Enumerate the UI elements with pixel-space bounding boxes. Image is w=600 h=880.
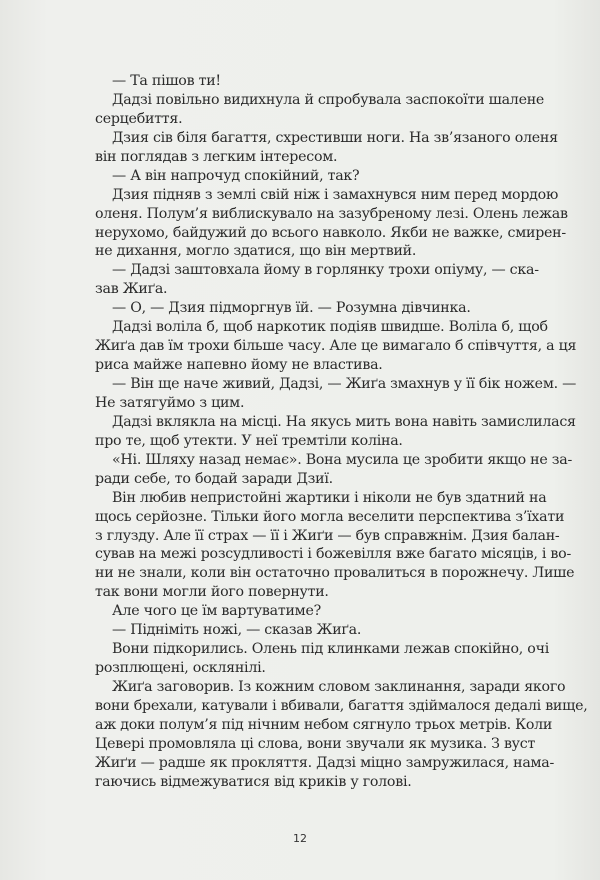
text-line: Не затягуймо з цим. xyxy=(95,394,245,411)
text-line: «Ні. Шляху назад немає». Вона мусила це зробити якщо не за- xyxy=(112,451,572,468)
text-line: він поглядав з легким інтересом. xyxy=(95,148,338,165)
text-line: ради себе, то бодай заради Дзиї. xyxy=(95,470,333,487)
text-line: — А він напрочуд спокійний, так? xyxy=(112,167,360,184)
body-text xyxy=(95,72,588,792)
text-line: не дихання, могло здатися, що він мертвий. xyxy=(95,243,417,260)
text-line: оленя. Полум’я виблискувало на зазубреному лезі. Олень лежав xyxy=(95,205,568,222)
text-line: Він любив непристойні жартики і ніколи не був здатний на xyxy=(112,489,547,506)
text-line: — Та пішов ти! xyxy=(112,73,221,89)
text-line: Жиґа дав їм трохи більше часу. Але це вимагало б співчуття, а ця xyxy=(95,338,577,355)
text-line: Жиґи — радше як прокляття. Дадзі міцно замружилася, нама- xyxy=(95,754,555,771)
text-line: ни не знали, коли він остаточно провалиться в порожнечу. Лише xyxy=(95,565,575,582)
text-line: вони брехали, катували і вбивали, багаття здіймалося дедалі вище, xyxy=(95,697,588,714)
text-line: щось серйозне. Тільки його могла веселити перспектива з’їхати xyxy=(95,508,565,525)
text-line: Дадзі повільно видихнула й спробувала заспокоїти шалене xyxy=(112,91,545,108)
text-line: — О, — Дзия підморгнув їй. — Розумна дівчинка. xyxy=(112,300,471,317)
text-line: Жиґа заговорив. Із кожним словом заклинання, заради якого xyxy=(112,679,566,695)
text-line: сував на межі розсудливості і божевілля вже багато місяців, і во- xyxy=(95,546,572,563)
text-line: так вони могли його повернути. xyxy=(95,584,329,601)
page-number: 12 xyxy=(293,832,307,845)
text-line: розплющені, осклянілі. xyxy=(95,660,266,677)
text-line: про те, щоб утекти. У неї тремтіли коліна. xyxy=(95,432,403,449)
text-line: Дзия підняв з землі свій ніж і замахнувся ним перед мордою xyxy=(112,186,559,203)
text-line: Але чого це їм вартуватиме? xyxy=(112,603,321,620)
text-line: Цевері промовляла ці слова, вони звучали як музика. З вуст xyxy=(95,735,536,752)
text-line: з глузду. Але її страх — її і Жиґи — був справжнім. Дзия балан- xyxy=(95,527,560,544)
text-line: риса майже напевно йому не властива. xyxy=(95,357,383,374)
text-line: — Дадзі заштовхала йому в горлянку трохи опіуму, — ска- xyxy=(112,262,539,279)
text-line: гаючись відмежуватися від криків у голові. xyxy=(95,773,412,790)
text-line: зав Жиґа. xyxy=(95,281,168,298)
text-line: серцебиття. xyxy=(95,110,183,127)
text-line: аж доки полум’я під нічним небом сягнуло трьох метрів. Коли xyxy=(95,716,553,733)
text-line: Дадзі воліла б, щоб наркотик подіяв швидше. Воліла б, щоб xyxy=(112,319,548,336)
text-line: нерухомо, байдужий до всього навколо. Якби не важке, смирен- xyxy=(95,224,566,241)
text-line: Дзия сів біля багаття, схрестивши ноги. На зв’язаного оленя xyxy=(112,129,558,146)
text-line: Дадзі вклякла на місці. На якусь мить вона навіть замислилася xyxy=(112,413,576,430)
text-line: Вони підкорились. Олень під клинками лежав спокійно, очі xyxy=(112,641,550,658)
text-line: — Він ще наче живий, Дадзі, — Жиґа змахнув у її бік ножем. — xyxy=(112,376,577,392)
text-line: — Підніміть ножі, — сказав Жиґа. xyxy=(112,622,362,639)
